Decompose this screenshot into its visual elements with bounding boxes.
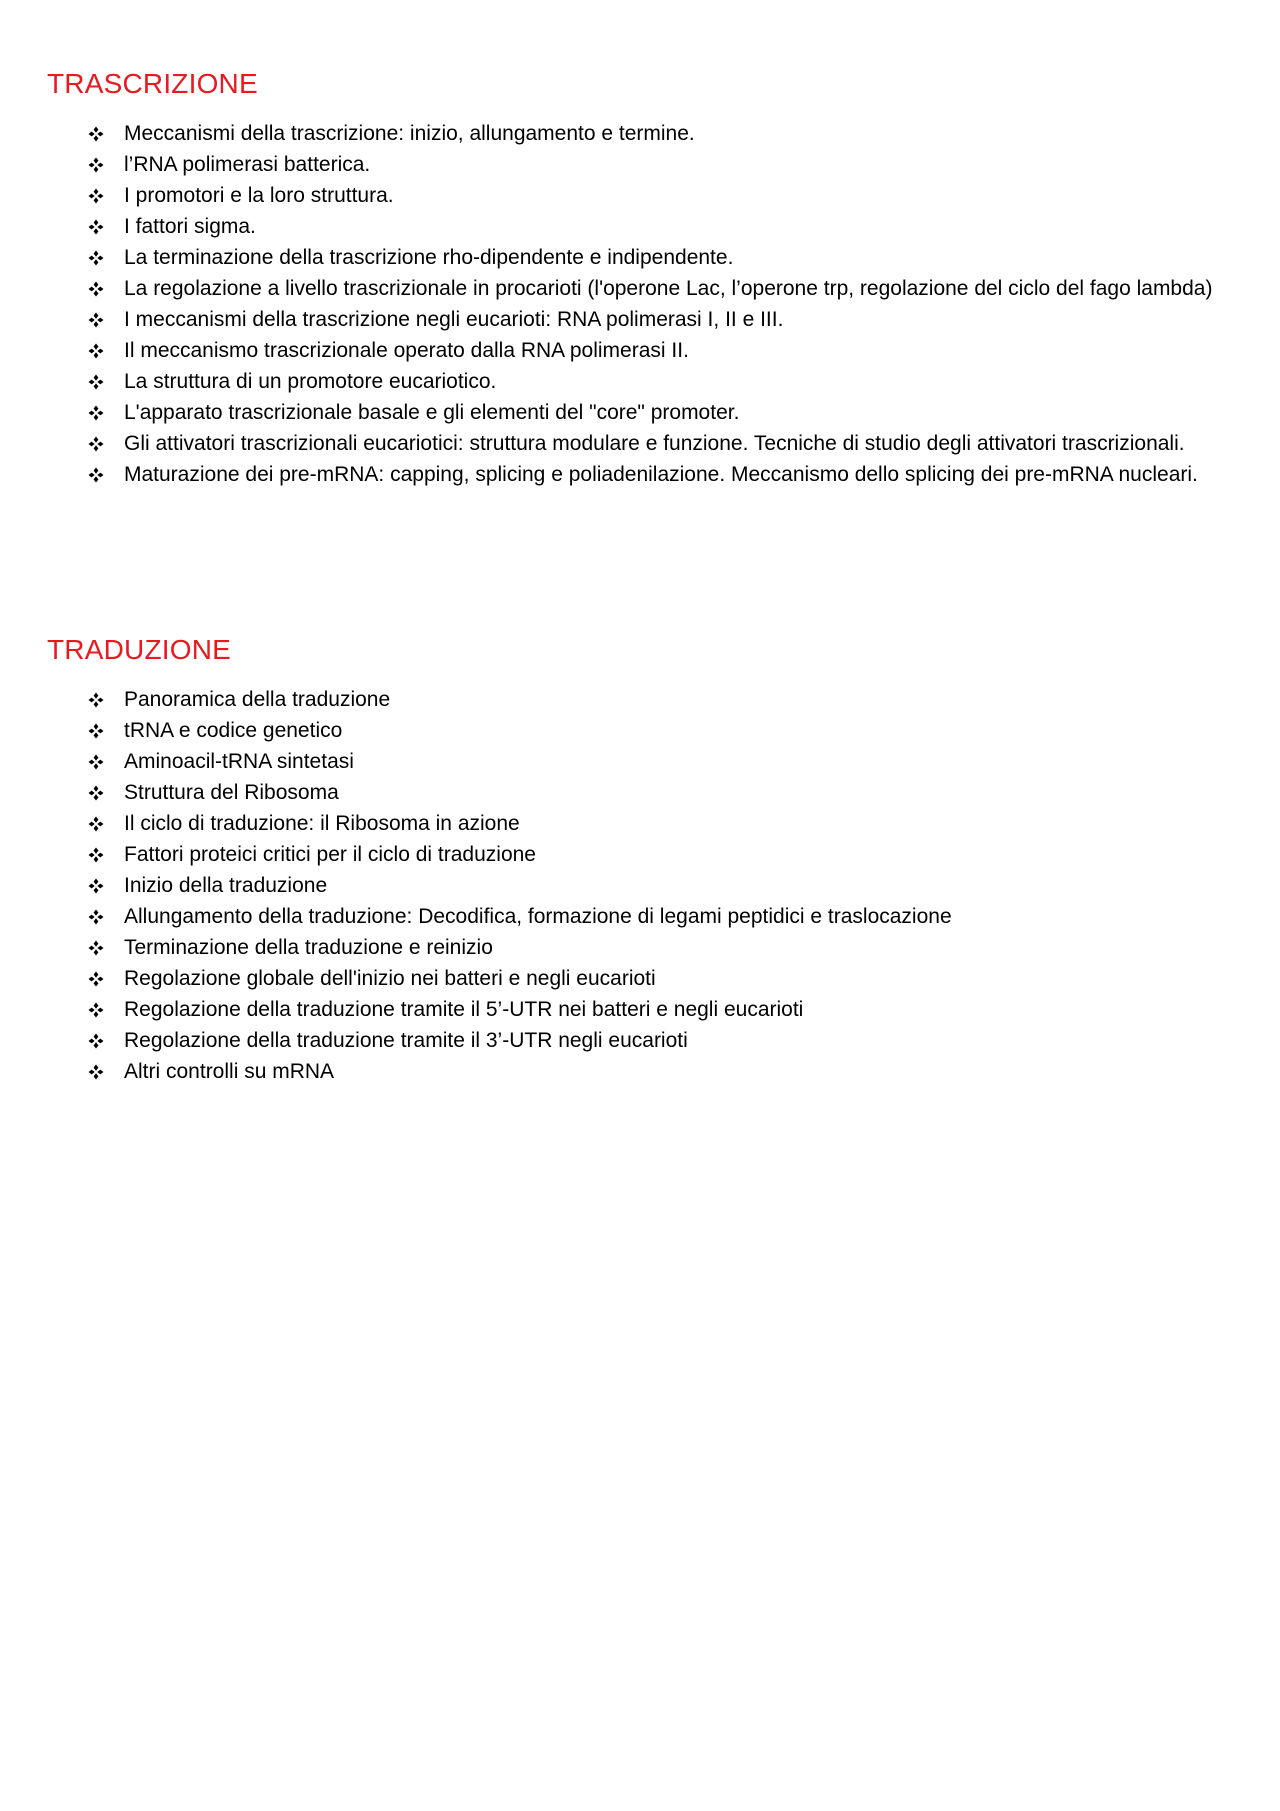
four-diamond-bullet-icon	[85, 335, 107, 366]
four-diamond-bullet-icon	[85, 149, 107, 180]
list-item	[47, 242, 1274, 273]
list-item-text: I promotori e la loro struttura.	[124, 184, 394, 207]
list-item	[47, 149, 1274, 180]
list-item	[47, 777, 1274, 808]
list-item	[47, 335, 1274, 366]
four-diamond-bullet-icon	[85, 684, 107, 715]
four-diamond-bullet-icon	[85, 242, 107, 273]
list-item	[47, 994, 1274, 1025]
list-item-text: Il meccanismo trascrizionale operato dalla RNA polimerasi II.	[124, 339, 689, 362]
list-item	[47, 118, 1274, 149]
list-item	[47, 366, 1274, 397]
list-item-text: Regolazione globale dell'inizio nei batteri e negli eucarioti	[124, 967, 656, 990]
section-trascrizione	[47, 64, 1247, 490]
four-diamond-bullet-icon	[85, 994, 107, 1025]
four-diamond-bullet-icon	[85, 428, 107, 459]
list-item-text: Panoramica della traduzione	[124, 688, 391, 711]
four-diamond-bullet-icon	[85, 901, 107, 932]
list-item-text: La regolazione a livello trascrizionale in procarioti (l'operone Lac, l’operone trp, regolazione del ciclo del fago lambda)	[124, 277, 1213, 300]
four-diamond-bullet-icon	[85, 715, 107, 746]
four-diamond-bullet-icon	[85, 304, 107, 335]
list-item	[47, 808, 1274, 839]
four-diamond-bullet-icon	[85, 1025, 107, 1056]
list-item	[47, 746, 1274, 777]
four-diamond-bullet-icon	[85, 273, 107, 304]
four-diamond-bullet-icon	[85, 180, 107, 211]
four-diamond-bullet-icon	[85, 870, 107, 901]
four-diamond-bullet-icon	[85, 808, 107, 839]
list-item	[47, 963, 1274, 994]
four-diamond-bullet-icon	[85, 932, 107, 963]
list-item	[47, 428, 1274, 459]
list-item-text: Inizio della traduzione	[124, 874, 328, 897]
four-diamond-bullet-icon	[85, 963, 107, 994]
list-item-text: La struttura di un promotore eucariotico.	[124, 370, 497, 393]
list-item	[47, 932, 1274, 963]
list-item-text: Terminazione della traduzione e reinizio	[124, 936, 493, 959]
four-diamond-bullet-icon	[85, 211, 107, 242]
list-item	[47, 180, 1274, 211]
list-item-text: L'apparato trascrizionale basale e gli elementi del "core" promoter.	[124, 401, 740, 424]
list-item	[47, 273, 1274, 304]
list-item	[47, 901, 1274, 932]
list-item-text: I fattori sigma.	[124, 215, 256, 238]
list-item-text: Maturazione dei pre-mRNA: capping, splicing e poliadenilazione. Meccanismo dello splicing dei pre-mRNA nucleari.	[124, 463, 1198, 486]
list-item-text: l’RNA polimerasi batterica.	[124, 153, 371, 176]
four-diamond-bullet-icon	[85, 746, 107, 777]
bullet-list	[47, 684, 1247, 1087]
list-item-text: Struttura del Ribosoma	[124, 781, 339, 804]
four-diamond-bullet-icon	[85, 777, 107, 808]
list-item-text: Aminoacil-tRNA sintetasi	[124, 750, 354, 773]
bullet-list	[47, 118, 1247, 490]
list-item	[47, 211, 1274, 242]
list-item-text: Fattori proteici critici per il ciclo di traduzione	[124, 843, 536, 866]
four-diamond-bullet-icon	[85, 397, 107, 428]
list-item-text: La terminazione della trascrizione rho-dipendente e indipendente.	[124, 246, 734, 269]
list-item	[47, 839, 1274, 870]
section-title: TRADUZIONE	[47, 634, 231, 665]
list-item-text: Regolazione della traduzione tramite il 3’-UTR negli eucarioti	[124, 1029, 688, 1052]
list-item	[47, 870, 1274, 901]
list-item	[47, 1056, 1274, 1087]
list-item-text: Meccanismi della trascrizione: inizio, allungamento e termine.	[124, 122, 695, 145]
four-diamond-bullet-icon	[85, 1056, 107, 1087]
four-diamond-bullet-icon	[85, 366, 107, 397]
list-item-text: Regolazione della traduzione tramite il 5’-UTR nei batteri e negli eucarioti	[124, 998, 804, 1021]
list-item	[47, 459, 1274, 490]
list-item-text: I meccanismi della trascrizione negli eucarioti: RNA polimerasi I, II e III.	[124, 308, 784, 331]
four-diamond-bullet-icon	[85, 459, 107, 490]
list-item	[47, 684, 1274, 715]
four-diamond-bullet-icon	[85, 839, 107, 870]
list-item	[47, 397, 1274, 428]
section-traduzione	[47, 630, 1247, 1087]
section-title: TRASCRIZIONE	[47, 68, 258, 99]
list-item-text: Allungamento della traduzione: Decodifica, formazione di legami peptidici e traslocazione	[124, 905, 952, 928]
list-item-text: Altri controlli su mRNA	[124, 1060, 335, 1083]
list-item-text: Il ciclo di traduzione: il Ribosoma in azione	[124, 812, 520, 835]
list-item-text: tRNA e codice genetico	[124, 719, 343, 742]
list-item	[47, 715, 1274, 746]
list-item	[47, 1025, 1274, 1056]
list-item	[47, 304, 1274, 335]
list-item-text: Gli attivatori trascrizionali eucariotici: struttura modulare e funzione. Tecniche di studio degli attivatori trascrizionali.	[124, 432, 1185, 455]
four-diamond-bullet-icon	[85, 118, 107, 149]
